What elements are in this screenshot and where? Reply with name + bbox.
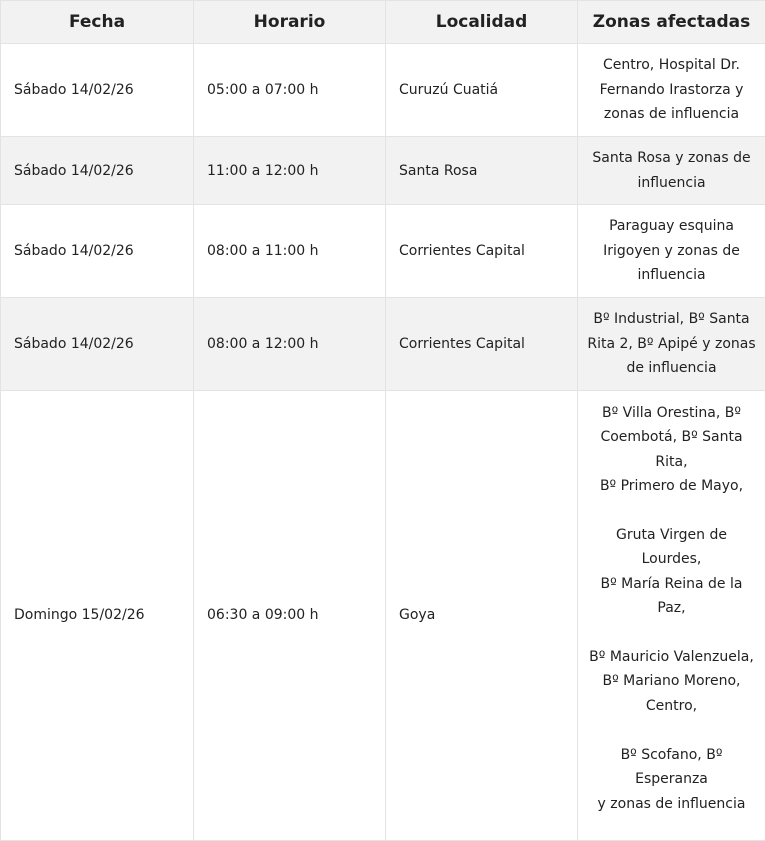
cell-zonas-afectadas: Paraguay esquina Irigoyen y zonas de influencia (578, 205, 765, 298)
cell-fecha: Domingo 15/02/26 (1, 391, 194, 841)
cell-localidad: Corrientes Capital (386, 205, 578, 298)
cell-zonas-afectadas: Santa Rosa y zonas de influencia (578, 137, 765, 205)
cell-horario: 08:00 a 12:00 h (194, 298, 386, 391)
cell-localidad: Corrientes Capital (386, 298, 578, 391)
header-horario: Horario (194, 1, 386, 44)
cell-localidad: Santa Rosa (386, 137, 578, 205)
cell-fecha: Sábado 14/02/26 (1, 137, 194, 205)
cell-horario: 05:00 a 07:00 h (194, 44, 386, 137)
header-row (1, 1, 765, 44)
cell-zonas-afectadas: Bº Industrial, Bº Santa Rita 2, Bº Apipé y zonas de influencia (578, 298, 765, 391)
table-header (1, 1, 765, 44)
table-row (1, 137, 765, 205)
cell-localidad: Curuzú Cuatiá (386, 44, 578, 137)
header-fecha: Fecha (1, 1, 194, 44)
table-row (1, 391, 765, 841)
cell-zonas-afectadas: Centro, Hospital Dr. Fernando Irastorza y zonas de influencia (578, 44, 765, 137)
header-zonas-afectadas: Zonas afectadas (578, 1, 765, 44)
table-row (1, 298, 765, 391)
table-row (1, 205, 765, 298)
table-row (1, 44, 765, 137)
cell-fecha: Sábado 14/02/26 (1, 205, 194, 298)
cell-horario: 06:30 a 09:00 h (194, 391, 386, 841)
cell-horario: 08:00 a 11:00 h (194, 205, 386, 298)
cell-localidad: Goya (386, 391, 578, 841)
table-body (1, 44, 765, 841)
cell-zonas-afectadas: Bº Villa Orestina, Bº Coembotá, Bº Santa Rita, Bº Primero de Mayo, Gruta Virgen de Lourdes, Bº María Reina de la Paz, Bº Mauricio Valenzuela, Bº Mariano Moreno, Centro, Bº Scofano, Bº Esperanza y zonas de influencia (578, 391, 765, 841)
cell-horario: 11:00 a 12:00 h (194, 137, 386, 205)
cell-fecha: Sábado 14/02/26 (1, 44, 194, 137)
header-localidad: Localidad (386, 1, 578, 44)
cell-fecha: Sábado 14/02/26 (1, 298, 194, 391)
